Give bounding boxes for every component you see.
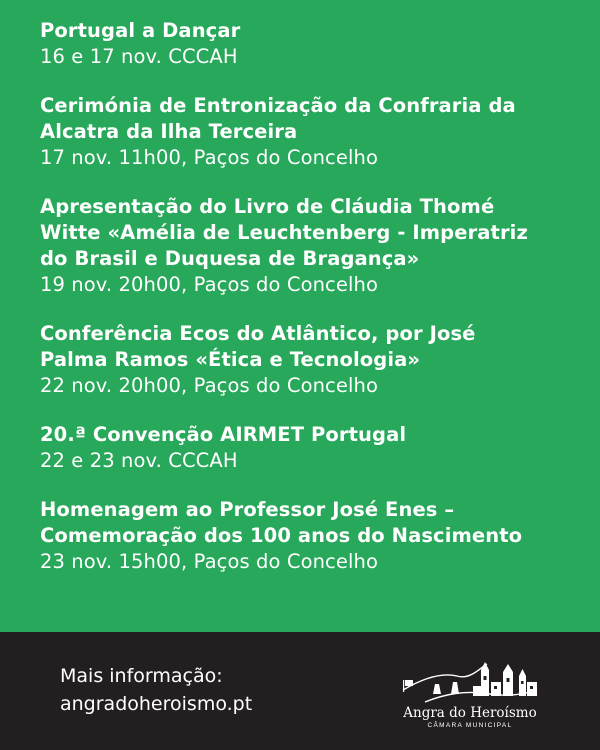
event-title [40, 497, 592, 549]
event-title-line: Cerimónia de Entronização da Confraria da [40, 94, 516, 117]
more-info [60, 662, 252, 718]
event-title [40, 93, 592, 145]
logo-subtitle: CÂMARA MUNICIPAL [427, 722, 513, 729]
city-skyline-logo-icon [395, 650, 545, 706]
event-title-line: Alcatra da Ilha Terceira [40, 120, 298, 143]
event-title-line: Apresentação do Livro de Cláudia Thomé [40, 195, 495, 218]
event-title [40, 194, 592, 272]
event-date-place: 23 nov. 15h00, Paços do Concelho [40, 550, 378, 573]
website-link[interactable]: angradoheroismo.pt [60, 693, 253, 715]
event-title-line: Witte «Amélia de Leuchtenberg - Imperatriz [40, 221, 528, 244]
event-item [40, 321, 592, 399]
event-title [40, 18, 592, 44]
event-date-place: 19 nov. 20h00, Paços do Concelho [40, 273, 378, 296]
events-list [40, 18, 592, 598]
event-title-line: Homenagem ao Professor José Enes – [40, 498, 455, 521]
event-title [40, 422, 592, 448]
footer [0, 632, 600, 750]
event-title-line: 20.ª Convenção AIRMET Portugal [40, 423, 407, 446]
event-title-line: do Brasil e Duquesa de Bragança» [40, 247, 420, 270]
event-item [40, 422, 592, 474]
municipality-logo [395, 650, 545, 736]
event-title-line: Portugal a Dançar [40, 19, 241, 42]
event-title-line: Comemoração dos 100 anos do Nascimento [40, 524, 523, 547]
event-date-place: 17 nov. 11h00, Paços do Concelho [40, 146, 378, 169]
event-date-place: 16 e 17 nov. CCCAH [40, 45, 238, 68]
event-title [40, 321, 592, 373]
event-item [40, 18, 592, 70]
event-title-line: Palma Ramos «Ética e Tecnologia» [40, 348, 421, 371]
event-item [40, 194, 592, 298]
event-date-place: 22 e 23 nov. CCCAH [40, 449, 238, 472]
event-title-line: Conferência Ecos do Atlântico, por José [40, 322, 476, 345]
more-info-label: Mais informação: [60, 665, 223, 687]
event-date-place: 22 nov. 20h00, Paços do Concelho [40, 374, 378, 397]
event-item [40, 497, 592, 575]
logo-name: Angra do Heroísmo [403, 705, 537, 721]
event-item [40, 93, 592, 171]
